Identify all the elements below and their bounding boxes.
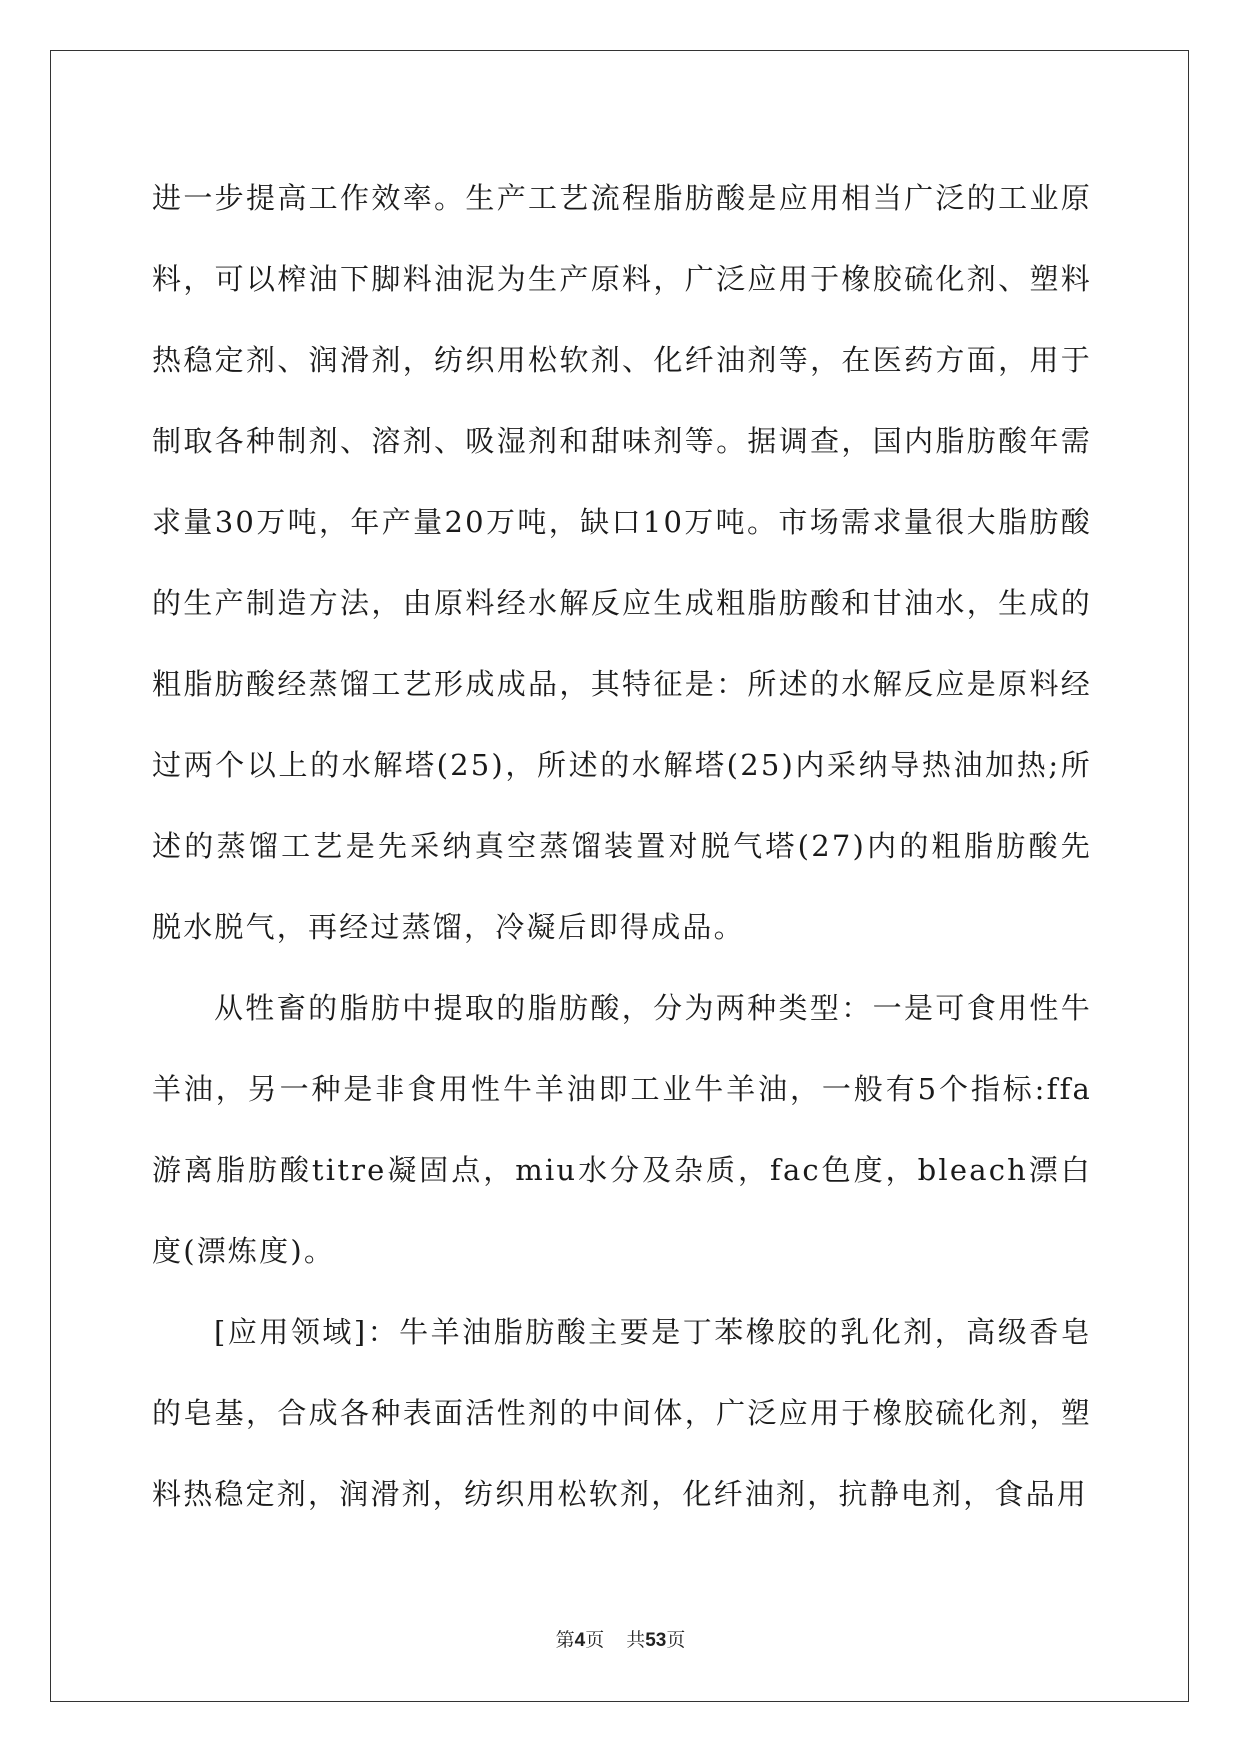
paragraph-3: [应用领域]：牛羊油脂肪酸主要是丁苯橡胶的乳化剂，高级香皂的皂基，合成各种表面活性剂的中间体，广泛应用于橡胶硫化剂，塑料热稳定剂，润滑剂，纺织用松软剂，化纤油剂，抗静电剂，食品用 [152, 1315, 1092, 1511]
page-number: 4 [574, 1630, 586, 1651]
total-suffix: 页 [666, 1629, 686, 1651]
page-suffix: 页 [585, 1629, 605, 1651]
document-body [152, 158, 1092, 1535]
page-footer [0, 1625, 1241, 1652]
total-pages: 53 [645, 1630, 667, 1651]
paragraph-2: 从牲畜的脂肪中提取的脂肪酸，分为两种类型：一是可食用性牛羊油，另一种是非食用性牛羊油即工业牛羊油，一般有5个指标:ffa游离脂肪酸titre凝固点，miu水分及杂质，fac色度，bleach漂白度(漂炼度)。 [152, 991, 1092, 1268]
paragraph-1: 进一步提高工作效率。生产工艺流程脂肪酸是应用相当广泛的工业原料，可以榨油下脚料油泥为生产原料，广泛应用于橡胶硫化剂、塑料热稳定剂、润滑剂，纺织用松软剂、化纤油剂等，在医药方面，用于制取各种制剂、溶剂、吸湿剂和甜味剂等。据调查，国内脂肪酸年需求量30万吨，年产量20万吨，缺口10万吨。市场需求量很大脂肪酸的生产制造方法，由原料经水解反应生成粗脂肪酸和甘油水，生成的粗脂肪酸经蒸馏工艺形成成品，其特征是：所述的水解反应是原料经过两个以上的水解塔(25)，所述的水解塔(25)内采纳导热油加热;所述的蒸馏工艺是先采纳真空蒸馏装置对脱气塔(27)内的粗脂肪酸先脱水脱气，再经过蒸馏，冷凝后即得成品。 [152, 181, 1092, 944]
total-prefix: 共 [626, 1629, 646, 1651]
page-prefix: 第 [555, 1629, 575, 1651]
